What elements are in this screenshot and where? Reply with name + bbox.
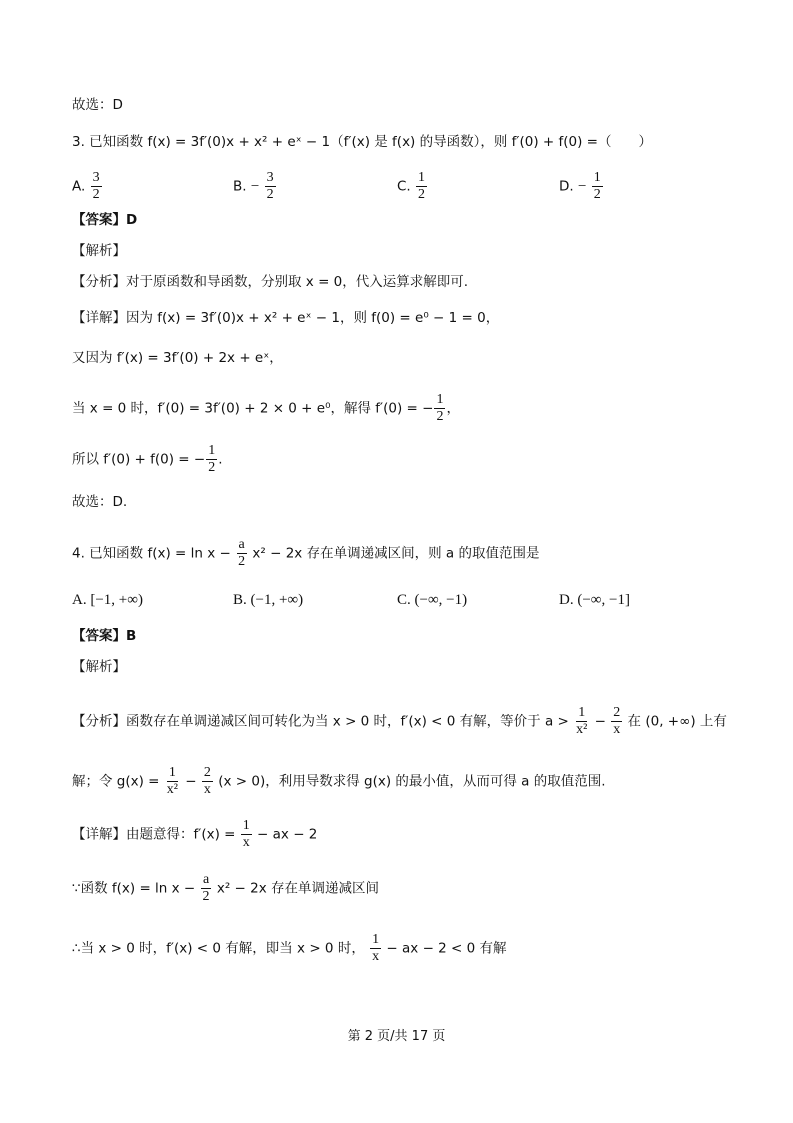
numerator: 1: [578, 705, 586, 720]
numerator: 1: [208, 443, 216, 458]
numerator: a: [202, 872, 210, 887]
q4-option-a: [72, 590, 143, 610]
punctuation: .: [218, 451, 223, 468]
numerator: 1: [372, 932, 380, 947]
fraction: [574, 705, 589, 738]
previous-answer-line: 故选：D: [72, 97, 123, 113]
fraction: [611, 705, 622, 738]
fraction: [91, 170, 102, 203]
q3-detail-line-3: [72, 392, 460, 425]
denominator: x: [203, 782, 211, 797]
text-segment: 4. 已知函数 f(x) = ln x −: [72, 545, 231, 562]
option-value: (−1, +∞): [250, 592, 304, 608]
denominator: x²: [166, 782, 178, 797]
q4-detail-line-2: [72, 872, 379, 905]
option-label: D.: [559, 178, 574, 195]
numerator: 1: [168, 765, 176, 780]
denominator: x: [613, 722, 621, 737]
q4-detail-line-3: [72, 932, 507, 965]
question-3-stem: 3. 已知函数 f(x) = 3f′(0)x + x² + eˣ − 1（f′(x) 是 f(x) 的导函数），则 f′(0) + f(0) =（ ）: [72, 134, 652, 150]
option-value: (−∞, −1): [414, 592, 468, 608]
option-label: B.: [233, 178, 247, 195]
denominator: 2: [266, 187, 274, 202]
fraction: [241, 818, 252, 851]
fraction: [416, 170, 427, 203]
text-segment: −: [594, 713, 606, 730]
q3-conclusion: 故选：D.: [72, 494, 128, 510]
text-segment: −: [185, 773, 197, 790]
numerator: 1: [593, 170, 601, 185]
denominator: 2: [593, 187, 601, 202]
numerator: 1: [436, 392, 444, 407]
q4-analysis-summary: [72, 705, 727, 738]
answer-text: 【答案】D: [72, 212, 138, 228]
numerator: a: [238, 537, 245, 552]
fraction: [206, 443, 217, 476]
denominator: 2: [202, 889, 210, 904]
text-segment: 在 (0, +∞) 上有: [627, 713, 727, 730]
answer-text: 【答案】B: [72, 628, 137, 644]
q4-answer: [72, 626, 136, 646]
punctuation: ，: [446, 400, 460, 417]
q3-option-c: [397, 170, 428, 203]
q3-detail-line-4: [72, 443, 223, 476]
fraction: [370, 932, 381, 965]
text-segment: (x > 0)，利用导数求得 g(x) 的最小值，从而可得 a 的取值范围.: [218, 773, 606, 790]
q3-detail-line-2: 又因为 f′(x) = 3f′(0) + 2x + eˣ，: [72, 350, 283, 366]
numerator: 1: [418, 170, 426, 185]
text-segment: − ax − 2 < 0 有解: [386, 940, 507, 957]
numerator: 1: [242, 818, 250, 833]
q4-option-d: [559, 590, 630, 610]
numerator: 3: [266, 170, 274, 185]
text-segment: ∴当 x > 0 时，f′(x) < 0 有解，即当 x > 0 时，: [72, 940, 365, 957]
option-label: C.: [397, 178, 411, 195]
q3-answer: [72, 210, 137, 230]
q3-option-a: [72, 170, 103, 203]
q3-analysis-summary: 【分析】对于原函数和导函数，分别取 x = 0，代入运算求解即可.: [72, 274, 469, 290]
denominator: x: [242, 835, 250, 850]
q4-detail-line-1: [72, 818, 317, 851]
text-segment: x² − 2x 存在单调递减区间: [216, 880, 380, 897]
question-4-stem: [72, 537, 539, 570]
numerator: 2: [613, 705, 621, 720]
denominator: x: [372, 949, 380, 964]
numerator: 2: [203, 765, 211, 780]
fraction: [592, 170, 603, 203]
option-label: A.: [72, 178, 86, 195]
text-segment: ∵函数 f(x) = ln x −: [72, 880, 196, 897]
q3-option-b: [233, 170, 277, 203]
fraction: [165, 765, 180, 798]
minus-sign: −: [577, 178, 587, 195]
q4-option-c: [397, 590, 467, 610]
q3-analysis-header: 【解析】: [72, 243, 126, 259]
text-segment: 所以 f′(0) + f(0) = −: [72, 451, 206, 468]
fraction: [202, 765, 213, 798]
text-segment: 当 x = 0 时，f′(0) = 3f′(0) + 2 × 0 + e⁰，解得 f′(0) = −: [72, 400, 434, 417]
option-label: C.: [397, 592, 411, 608]
fraction: [201, 872, 212, 905]
option-label: A.: [72, 592, 87, 608]
q4-analysis-header: 【解析】: [72, 659, 126, 675]
text-segment: x² − 2x 存在单调递减区间，则 a 的取值范围是: [252, 545, 540, 562]
q4-analysis-line-2: [72, 765, 606, 798]
denominator: 2: [208, 460, 216, 475]
fraction: [434, 392, 445, 425]
option-value: [−1, +∞): [90, 592, 143, 608]
text-segment: 解；令 g(x) =: [72, 773, 160, 790]
option-value: (−∞, −1]: [577, 592, 630, 608]
text-segment: 【详解】由题意得：f′(x) =: [72, 826, 236, 843]
q3-detail-line-1: 【详解】因为 f(x) = 3f′(0)x + x² + eˣ − 1，则 f(0) = e⁰ − 1 = 0，: [72, 310, 500, 326]
q3-option-d: [559, 170, 604, 203]
fraction: [265, 170, 276, 203]
text-segment: 【分析】函数存在单调递减区间可转化为当 x > 0 时，f′(x) < 0 有解，等价于 a >: [72, 713, 569, 730]
page-footer: 第 2 页/共 17 页: [347, 1029, 446, 1044]
numerator: 3: [92, 170, 100, 185]
text-segment: − ax − 2: [257, 826, 318, 843]
denominator: 2: [436, 409, 444, 424]
minus-sign: −: [250, 178, 260, 195]
denominator: 2: [418, 187, 426, 202]
option-label: B.: [233, 592, 247, 608]
fraction: [236, 537, 247, 570]
option-label: D.: [559, 592, 574, 608]
denominator: 2: [238, 554, 246, 569]
denominator: x²: [576, 722, 588, 737]
denominator: 2: [92, 187, 100, 202]
q4-option-b: [233, 590, 303, 610]
